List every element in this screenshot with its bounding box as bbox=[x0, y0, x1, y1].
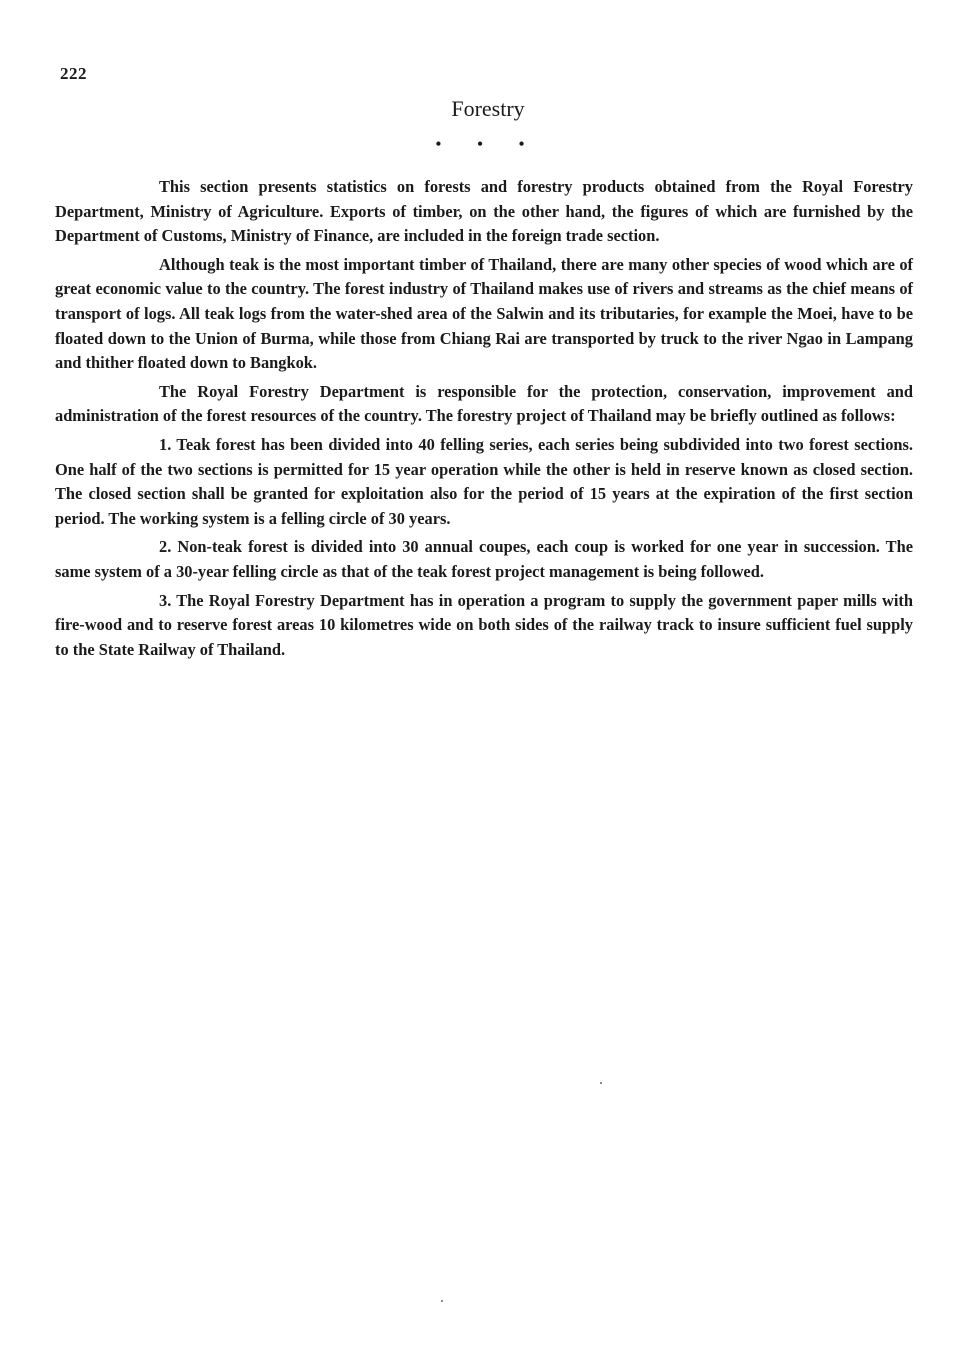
paragraph-forestry-department: The Royal Forestry Department is responsible for the protection, conservation, improvement and administration of the forest resources of the country. The forestry project of Thailand may be briefly outlined as follows: bbox=[55, 381, 913, 426]
list-item-teak-forest: 1. Teak forest has been divided into 40 felling series, each series being subdivided into two forest sections. One half of the two sections is permitted for 15 year operation while the other is held in reserve known as closed section. The closed section shall be granted for exploitation also for the period of 15 years at the expiration of the first section period. The working system is a felling circle of 30 years. bbox=[55, 434, 913, 528]
title-ornament: • • • bbox=[435, 136, 541, 153]
scan-speck bbox=[600, 1082, 602, 1084]
list-item-fire-wood-program: 3. The Royal Forestry Department has in operation a program to supply the government paper mills with fire-wood and to reserve forest areas 10 kilometres wide on both sides of the railway track to insure sufficient fuel supply to the State Railway of Thailand. bbox=[55, 590, 913, 659]
paragraph-teak-timber: Although teak is the most important timber of Thailand, there are many other species of wood which are of great economic value to the country. The forest industry of Thailand makes use of rivers and streams as the chief means of transport of logs. All teak logs from the water-shed area of the Salwin and its tributaries, for example the Moei, have to be floated down to the Union of Burma, while those from Chiang Rai are transported by truck to the river Ngao in Lampang and thither floated down to Bangkok. bbox=[55, 254, 913, 373]
paragraph-intro: This section presents statistics on forests and forestry products obtained from the Royal Forestry Department, Ministry of Agriculture. Exports of timber, on the other hand, the figures of which are furnished by the Department of Customs, Ministry of Finance, are included in the foreign trade section. bbox=[55, 177, 913, 246]
body-text bbox=[55, 175, 913, 666]
page-number: 222 bbox=[60, 64, 87, 83]
list-item-non-teak-forest: 2. Non-teak forest is divided into 30 annual coupes, each coup is worked for one year in succession. The same system of a 30-year felling circle as that of the teak forest project management is being followed. bbox=[55, 537, 913, 581]
scan-speck bbox=[441, 1300, 443, 1302]
page-title: Forestry bbox=[451, 96, 525, 121]
